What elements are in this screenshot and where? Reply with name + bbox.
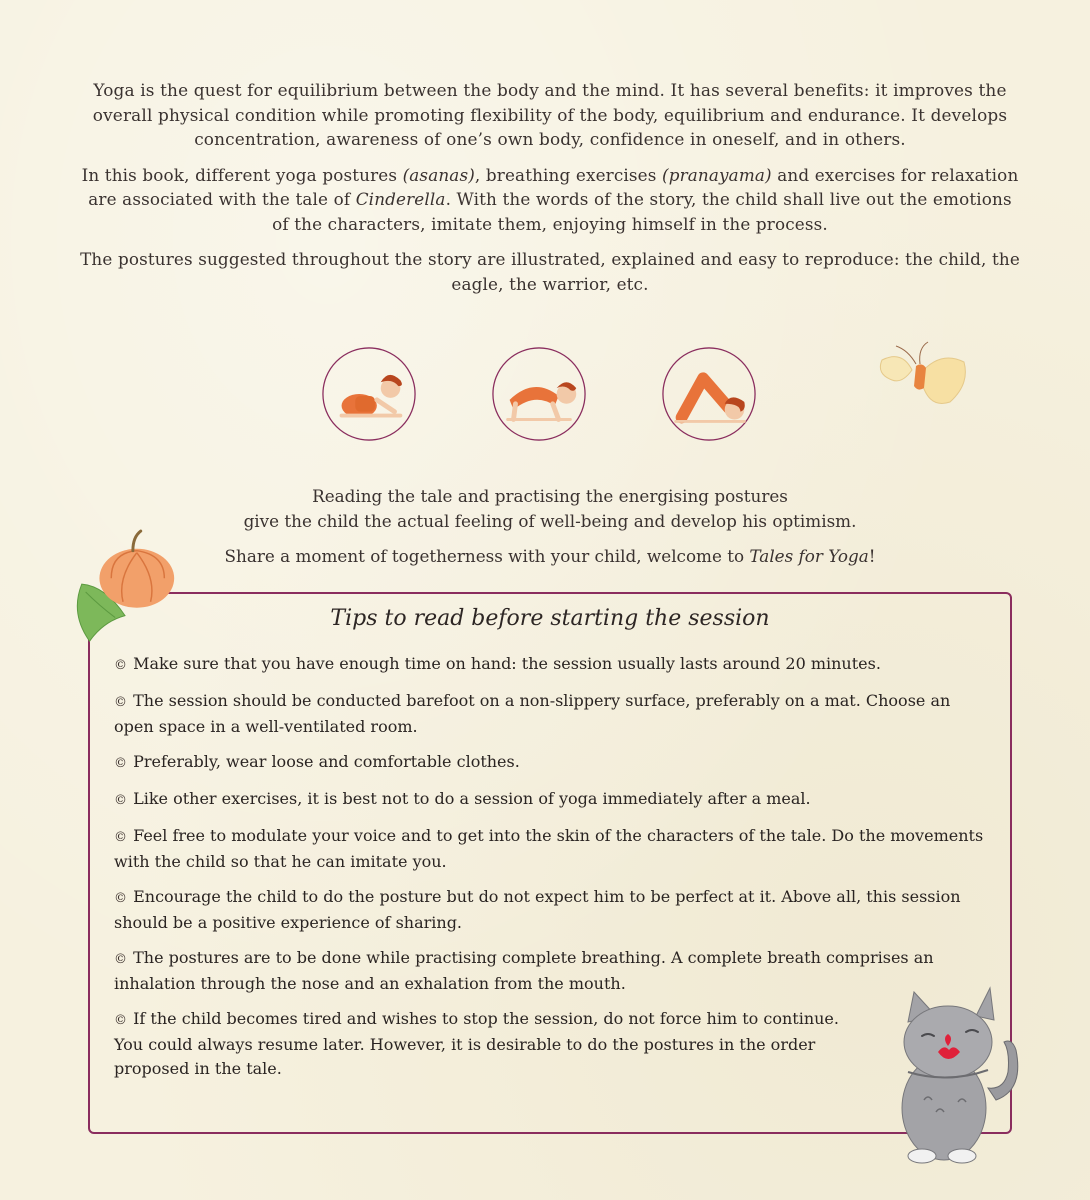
tip-text: Encourage the child to do the posture but do not expect him to be perfect at it. Above all, this session should be a positive experience of sharing. [114, 887, 961, 932]
pumpkin-icon [66, 522, 184, 662]
tip-text: Make sure that you have enough time on hand: the session usually lasts around 20 minutes. [133, 654, 881, 673]
intro-p2-pranayama: (pranayama) [662, 164, 772, 185]
closing-line-2: give the child the actual feeling of well-being and develop his optimism. [243, 510, 857, 531]
bullet-icon: © [114, 830, 127, 845]
intro-paragraph-1: Yoga is the quest for equilibrium between the body and the mind. It has several benefits: it improves the overall physical condition while promoting flexibility of the body, equilibrium and endurance. It develops concentration, awareness of one’s own body, confidence in oneself, and in others. [92, 80, 1008, 149]
intro-p2-text-c: , breathing exercises [474, 164, 662, 185]
tip-text: If the child becomes tired and wishes to stop the session, do not force him to continue. You could always resume later. However, it is desirable to do the postures in the order proposed in the tale. [114, 1009, 839, 1078]
tip-item [114, 885, 994, 935]
bullet-icon: © [114, 793, 127, 808]
butterfly-icon [872, 330, 972, 420]
tip-item [114, 689, 994, 739]
tip-item [114, 946, 994, 996]
tip-item [114, 787, 994, 813]
intro-p2-text-e: and exercises for relaxation are associated with the tale of [88, 164, 1019, 209]
bullet-icon: © [114, 891, 127, 906]
child-downward-dog-pose-icon [660, 345, 758, 443]
tip-text: The postures are to be done while practising complete breathing. A complete breath comprises an inhalation through the nose and an exhalation from the mouth. [114, 948, 934, 993]
book-title-tales-for-yoga: Tales for Yoga [749, 546, 869, 566]
child-kneeling-pose-icon [320, 345, 418, 443]
bullet-icon: © [114, 756, 127, 771]
tip-text: Like other exercises, it is best not to do a session of yoga immediately after a meal. [133, 789, 811, 808]
bullet-icon: © [114, 1013, 127, 1028]
tip-item [114, 1007, 854, 1081]
tip-text: The session should be conducted barefoot on a non-slippery surface, preferably on a mat. Choose an open space in a well-ventilated room. [114, 691, 951, 736]
closing-line-1: Reading the tale and practising the energising postures [312, 486, 788, 506]
closing-paragraph-1 [150, 484, 950, 533]
intro-text [80, 78, 1020, 308]
closing-text [150, 484, 950, 580]
bullet-icon: © [114, 695, 127, 710]
intro-p2-asanas: (asanas) [402, 164, 475, 185]
tip-text: Feel free to modulate your voice and to get into the skin of the characters of the tale. Do the movements with the child so that he can imitate you. [114, 826, 984, 871]
intro-p2-text-g: . With the words of the story, the child shall live out the emotions of the characters, imitate them, enjoying himself in the process. [272, 189, 1012, 234]
tip-text: Preferably, wear loose and comfortable clothes. [133, 752, 520, 771]
pose-illustrations [300, 345, 800, 445]
bullet-icon: © [114, 658, 127, 673]
tip-item [114, 824, 994, 874]
intro-p2-text-a: In this book, different yoga postures [81, 164, 403, 185]
tip-item [114, 750, 994, 776]
tips-title: Tips to read before starting the session [330, 606, 770, 631]
tips-list [114, 652, 994, 1092]
closing-line-3a: Share a moment of togetherness with your child, welcome to [224, 546, 750, 566]
tip-item [114, 652, 994, 678]
child-cat-stretch-pose-icon [490, 345, 588, 443]
intro-paragraph-3: The postures suggested throughout the story are illustrated, explained and easy to reproduce: the child, the eagle, the warrior, etc. [80, 249, 1020, 294]
closing-line-3c: ! [868, 546, 876, 566]
bullet-icon: © [114, 952, 127, 967]
intro-paragraph-2 [80, 163, 1020, 237]
intro-p2-cinderella: Cinderella [355, 189, 446, 209]
closing-paragraph-2 [150, 544, 950, 569]
tips-panel [88, 592, 1012, 1134]
cat-icon [878, 980, 1028, 1165]
